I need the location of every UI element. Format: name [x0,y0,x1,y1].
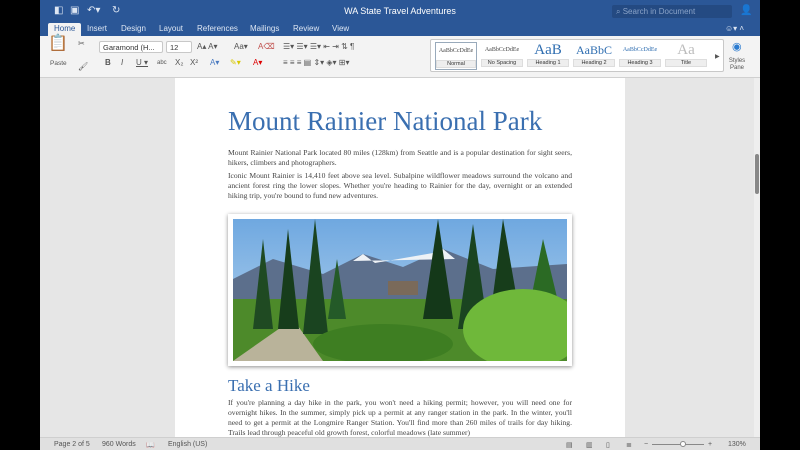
print-layout-icon[interactable]: ▤ [566,442,573,449]
style-no-spacing[interactable] [481,42,523,70]
cut-icon[interactable]: ✂ [78,39,85,48]
highlight-icon[interactable]: ✎▾ [230,58,241,67]
page-count[interactable]: Page 2 of 5 [54,441,90,448]
style-heading-2[interactable] [573,42,615,70]
font-color-icon[interactable]: A▾ [253,58,263,67]
strikethrough-button[interactable]: abc [157,60,167,66]
zoom-slider[interactable] [652,444,704,445]
paragraph: Mount Rainier National Park located 80 miles (128km) from Seattle and is a popular destination for sight seers, hikers, climbers and photographers. [228,148,572,167]
status-bar [40,437,760,450]
style-preview: AaBbC [576,43,612,57]
styles-pane-icon[interactable]: ◉ [732,41,742,53]
superscript-button[interactable]: X² [190,58,198,67]
tab-layout[interactable]: Layout [159,24,184,33]
tab-mailings[interactable]: Mailings [250,24,280,33]
styles-gallery [430,39,724,72]
style-title[interactable] [665,42,707,70]
paste-label: Paste [50,60,67,67]
style-preview: AaBbCcDdEe [438,48,474,54]
document-area [40,78,754,437]
title-bar [40,0,760,22]
align-left-icon[interactable]: ≡ ≡ ≡ ▤ ⇕▾ ◈▾ ⊞▾ [283,58,350,67]
zoom-in-button[interactable]: + [708,441,713,448]
smiley-feedback-icon[interactable]: ☺▾ ˄ [725,24,745,33]
mount-rainier-photo[interactable] [228,214,572,366]
zoom-level[interactable]: 130% [728,441,746,448]
tab-review[interactable]: Review [293,24,320,33]
paragraph: Iconic Mount Rainier is 14,410 feet above sea level. Subalpine wildflower meadows surround the volcano and ancient forest ring the lower slopes. Whether you're heading to Rainier for the day, overnight or an extended hiking trip, you're bound to fund new adventures. [228,171,572,200]
web-layout-icon[interactable]: ▥ [586,442,593,449]
language[interactable]: English (US) [168,441,208,448]
tab-view[interactable]: View [332,24,350,33]
style-heading-3[interactable] [619,42,661,70]
style-preview: AaBbCcDdEe [484,47,520,53]
word-window [40,0,760,450]
tab-insert[interactable]: Insert [87,24,108,33]
tab-design[interactable]: Design [121,24,146,33]
scrollbar-thumb[interactable] [755,154,759,194]
grow-font-icon[interactable]: A▴ A▾ [197,42,218,51]
tab-home[interactable]: Home [48,23,81,36]
landscape-image [233,219,567,361]
search-placeholder: Search in Document [622,7,696,16]
style-normal[interactable] [435,42,477,70]
font-name-select[interactable]: Garamond (H... [99,41,163,53]
word-count[interactable]: 960 Words [102,441,136,448]
redo-icon[interactable]: ↻ [112,5,121,16]
ribbon-tabs [40,22,760,36]
vertical-scrollbar[interactable] [754,78,760,437]
style-heading-1[interactable] [527,42,569,70]
bullets-icon[interactable]: ☰▾ ☰▾ ☰▾ ⇤ ⇥ ⇅ ¶ [283,42,355,51]
search-input[interactable]: ⌕ Search in Document [612,5,732,18]
bold-button[interactable]: B [105,58,111,67]
italic-button[interactable]: I [121,58,124,67]
gallery-more-icon[interactable]: ▶ [715,54,720,60]
style-preview: AaB [534,42,562,58]
style-label: No Spacing [481,59,523,67]
sidebar-toggle-icon[interactable]: ◧ [54,5,64,16]
font-size-select[interactable]: 12 [166,41,192,53]
outline-view-icon[interactable]: ▯ [606,442,610,449]
style-label: Heading 3 [619,59,661,67]
document-page[interactable] [175,78,625,437]
tab-references[interactable]: References [197,24,238,33]
document-title: Mount Rainier National Park [228,106,543,136]
change-case-icon[interactable]: Aa▾ [234,42,248,51]
zoom-slider-thumb[interactable] [680,441,686,447]
style-label: Title [665,59,707,67]
window-title: WA State Travel Adventures [344,6,456,16]
save-icon[interactable]: ▣ [70,5,80,16]
styles-pane-label[interactable]: Styles Pane [728,58,746,71]
undo-icon[interactable]: ↶▾ [87,5,101,16]
section-heading: Take a Hike [228,376,310,395]
proofing-icon[interactable]: 📖 [146,442,155,449]
style-preview: Aa [677,42,695,58]
style-label: Normal [436,60,476,68]
style-preview: AaBbCcDdEe [622,47,658,53]
clear-formatting-icon[interactable]: A⌫ [258,42,275,51]
ribbon-home [40,36,760,78]
format-painter-icon[interactable]: 🖌 [78,62,89,71]
style-label: Heading 1 [527,59,569,67]
text-effects-icon[interactable]: A▾ [210,58,220,67]
draft-view-icon[interactable]: ≣ [626,442,632,449]
underline-button[interactable]: U ▾ [136,58,149,67]
share-icon[interactable]: 👤 [740,5,753,16]
paste-icon[interactable]: 📋 [48,35,68,52]
paragraph: If you're planning a day hike in the park, you won't need a hiking permit; however, you will need one for overnight hikes. In the summer, simply pick up a permit at any ranger station in the park. In the winter, you'll need to get a permit at the Longmire Ranger Station. You'll find more than 260 miles of trails for day hiking. Trails lead through peaceful old growth forest, colorful meadows (late summer) [228,398,572,437]
zoom-out-button[interactable]: − [644,441,649,448]
style-label: Heading 2 [573,59,615,67]
subscript-button[interactable]: X₂ [175,58,184,67]
